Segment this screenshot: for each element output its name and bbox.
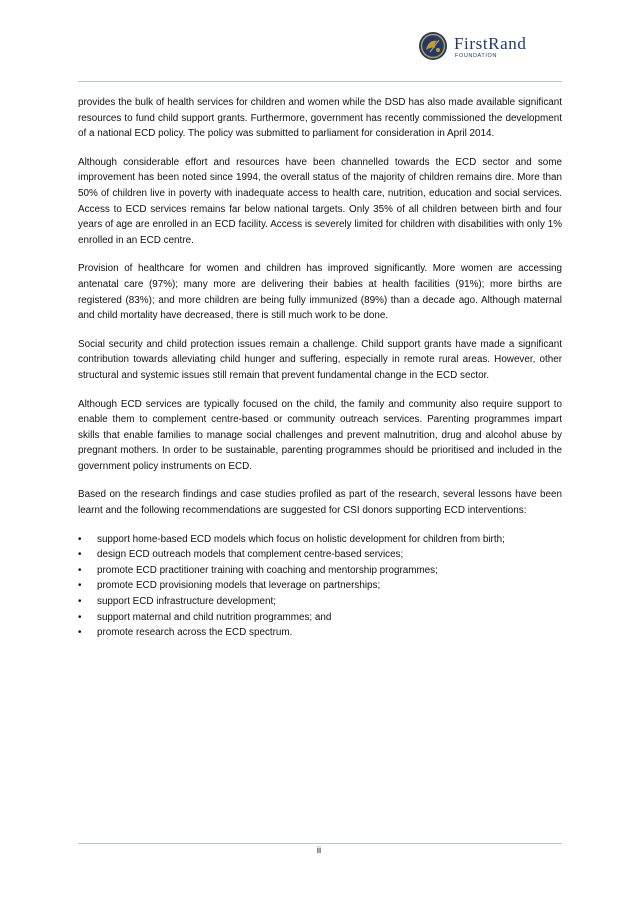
bullet-icon: • [78, 533, 82, 545]
paragraph: Provision of healthcare for women and children has improved significantly. More women are accessing antenatal care (97%); many more are delivering their babies at health facilities (91%); more births are registered (83%); and more children are being fully immunized (89%) than a decade ago. Although maternal and child mortality have decreased, there is still much work to be done. [78, 263, 562, 322]
paragraph: Although considerable effort and resources have been channelled towards the ECD sector and some improvement has been noted since 1994, the overall status of the majority of children remains dire. More than 50% of children live in poverty with inadequate access to health care, nutrition, education and social services. Access to ECD services remains far below national targets. Only 35% of all children between birth and four years of age are enrolled in an ECD facility. Access is severely limited for children with disabilities with only 1% enrolled in an ECD centre. [78, 156, 562, 246]
bullet-icon: • [78, 611, 82, 623]
list-item [78, 594, 562, 610]
bullet-icon: • [78, 549, 82, 561]
footer-divider [78, 843, 562, 844]
list-item [78, 547, 562, 563]
list-item-text: support ECD infrastructure development; [97, 596, 276, 608]
list-item [78, 578, 562, 594]
page-number: ii [316, 845, 322, 856]
list-item [78, 610, 562, 626]
list-item-text: support maternal and child nutrition programmes; and [97, 611, 332, 623]
bullet-icon: • [78, 564, 82, 576]
list-item-text: design ECD outreach models that complement centre-based services; [97, 549, 404, 561]
firstrand-foundation-logo [418, 26, 574, 68]
list-item-text: support home-based ECD models which focus on holistic development for children from birth; [97, 533, 505, 545]
list-item-text: promote ECD practitioner training with coaching and mentorship programmes; [97, 564, 438, 576]
header-divider [78, 81, 562, 82]
paragraph: provides the bulk of health services for children and women while the DSD has also made available significant resources to fund child support grants. Furthermore, government has recently commissioned the development of a national ECD policy. The policy was submitted to parliament for consideration in April 2014. [78, 97, 562, 140]
bullet-icon: • [78, 596, 82, 608]
paragraph: Social security and child protection issues remain a challenge. Child support grants have made a significant contribution towards alleviating child hunger and suffering, especially in remote rural areas. However, other structural and systemic issues still remain that prevent fundamental change in the ECD sector. [78, 338, 562, 381]
list-item [78, 625, 562, 641]
recommendations-list [78, 532, 562, 641]
list-item [78, 563, 562, 579]
list-item-text: promote ECD provisioning models that leverage on partnerships; [97, 580, 381, 592]
paragraph: Although ECD services are typically focused on the child, the family and community also require support to enable them to complement centre-based or community outreach services. Parenting programmes impart skills that enable families to manage social challenges and prevent malnutrition, drug and alcohol abuse by pregnant mothers. In order to be sustainable, parenting programmes should be prioritised and included in the government policy instruments on ECD. [78, 398, 562, 472]
firstrand-emblem-icon [418, 31, 448, 61]
bullet-icon: • [78, 627, 82, 639]
list-item [78, 532, 562, 548]
bullet-icon: • [78, 580, 82, 592]
body-text [78, 95, 562, 641]
list-item-text: promote research across the ECD spectrum. [97, 627, 293, 639]
logo-subtitle: FOUNDATION [455, 53, 497, 59]
paragraph: Based on the research findings and case studies profiled as part of the research, several lessons have been learnt and the following recommendations are suggested for CSI donors supporting ECD interventions: [78, 489, 562, 517]
logo-wordmark: FirstRand [454, 34, 527, 53]
